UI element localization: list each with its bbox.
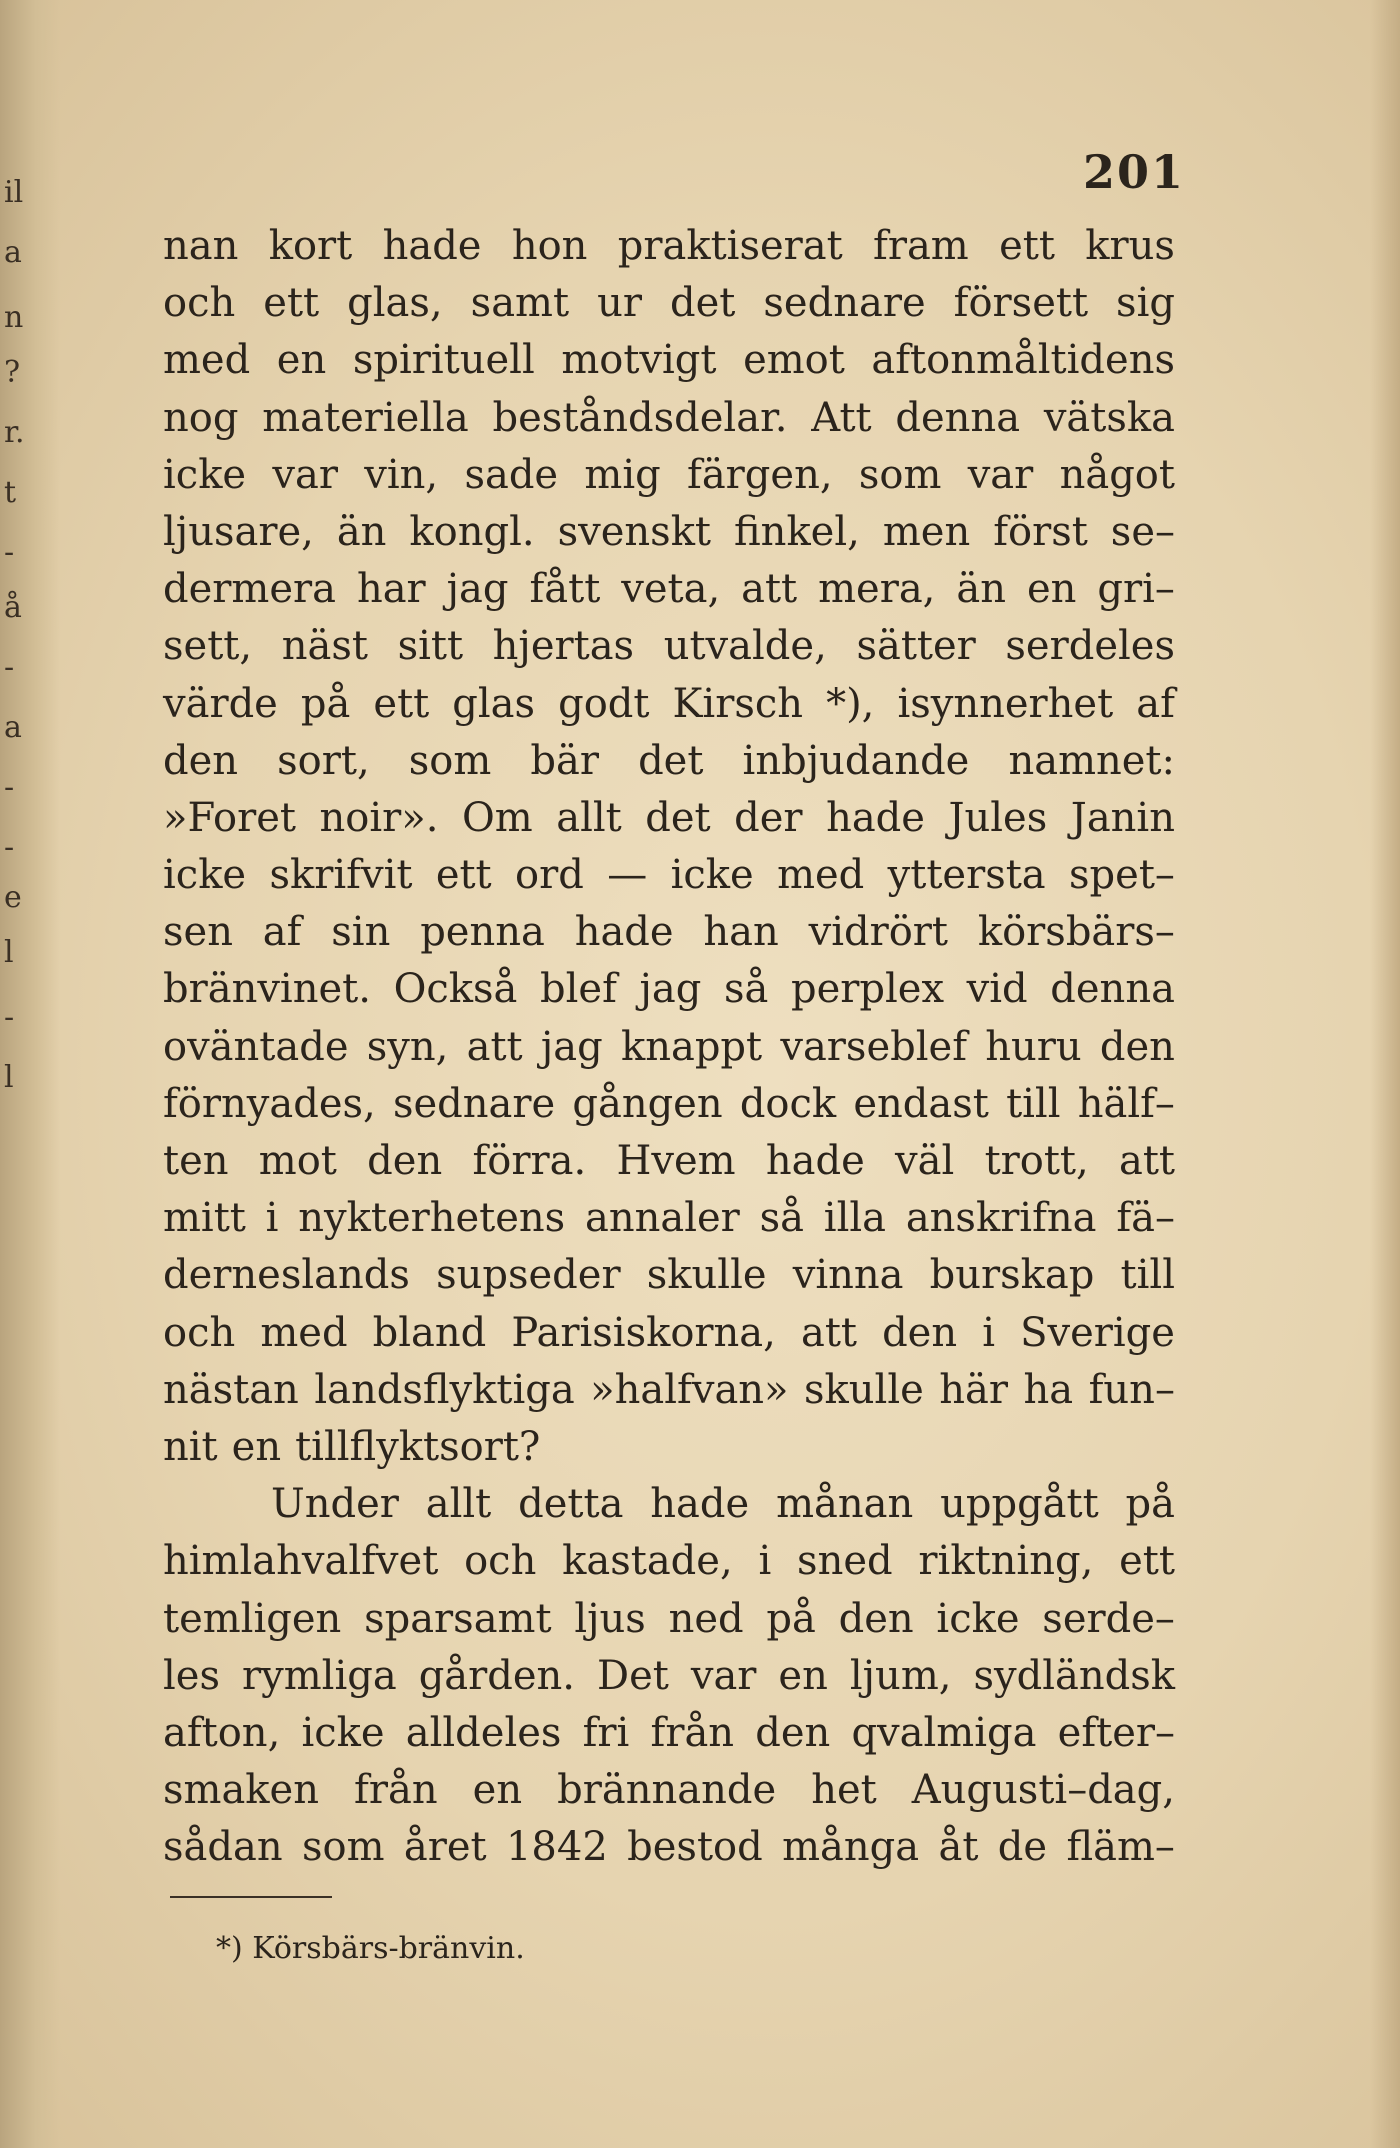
- gutter-mark: l: [4, 935, 14, 970]
- text-line: värde på ett glas godt Kirsch *), isynnerhet af: [163, 680, 1175, 727]
- text-line: nan kort hade hon praktiserat fram ett krus: [163, 223, 1175, 269]
- text-line: dermera har jag fått veta, att mera, än en gri–: [163, 566, 1175, 613]
- text-line: mitt i nykterhetens annaler så illa anskrifna fä–: [163, 1195, 1175, 1242]
- footnote-rule: [170, 1896, 332, 1898]
- text-line: sett, näst sitt hjertas utvalde, sätter serdeles: [163, 623, 1175, 670]
- text-line: nästan landsflyktiga »halfvan» skulle här ha fun–: [163, 1366, 1175, 1413]
- text-line: och med bland Parisiskorna, att den i Sverige: [163, 1309, 1175, 1356]
- gutter-mark: t: [4, 475, 17, 510]
- text-line: icke var vin, sade mig färgen, som var något: [163, 451, 1175, 498]
- facing-page-gutter: [0, 0, 60, 2148]
- gutter-mark: l: [4, 1060, 14, 1095]
- text-line: bränvinet. Också blef jag så perplex vid denna: [163, 966, 1175, 1013]
- text-line: oväntade syn, att jag knappt varseblef huru den: [163, 1023, 1175, 1070]
- text-line: den sort, som bär det inbjudande namnet:: [163, 737, 1175, 784]
- text-line: sådan som året 1842 bestod många åt de fläm–: [163, 1824, 1175, 1871]
- gutter-mark: -: [4, 830, 15, 865]
- text-line: och ett glas, samt ur det sednare försett sig: [163, 280, 1175, 327]
- text-line: nog materiella beståndsdelar. Att denna vätska: [163, 394, 1175, 441]
- gutter-mark: r.: [4, 415, 25, 450]
- page-edge-shadow: [1370, 0, 1400, 2148]
- gutter-mark: -: [4, 650, 15, 685]
- text-line: ten mot den förra. Hvem hade väl trott, att: [163, 1138, 1175, 1184]
- text-line: icke skrifvit ett ord — icke med yttersta spet–: [163, 852, 1175, 899]
- gutter-mark: n: [4, 300, 24, 335]
- text-line: med en spirituell motvigt emot aftonmåltidens: [163, 337, 1175, 384]
- gutter-mark: -: [4, 535, 15, 570]
- text-line: ljusare, än kongl. svenskt finkel, men först se–: [163, 508, 1175, 555]
- text-line: nit en tillflyktsort?: [163, 1423, 541, 1470]
- text-line: himlahvalfvet och kastade, i sned riktning, ett: [163, 1538, 1175, 1585]
- gutter-mark: a: [4, 710, 22, 745]
- gutter-mark: e: [4, 880, 22, 915]
- text-line: »Foret noir». Om allt det der hade Jules Janin: [163, 794, 1175, 841]
- page-number: 201: [1082, 145, 1185, 199]
- footnote: *) Körsbärs-bränvin.: [216, 1931, 525, 1966]
- gutter-mark: il: [4, 175, 24, 210]
- gutter-mark: a: [4, 235, 22, 270]
- text-line: förnyades, sednare gången dock endast till hälf–: [163, 1080, 1175, 1127]
- text-line: derneslands supseder skulle vinna burskap till: [163, 1252, 1175, 1299]
- text-line: smaken från en brännande het Augusti–dag,: [163, 1767, 1175, 1814]
- gutter-mark: -: [4, 1000, 15, 1035]
- text-line: les rymliga gården. Det var en ljum, sydländsk: [163, 1652, 1175, 1699]
- body-text: [163, 218, 1175, 1876]
- text-line: sen af sin penna hade han vidrört körsbärs–: [163, 909, 1175, 956]
- gutter-mark: -: [4, 770, 15, 805]
- text-line: temligen sparsamt ljus ned på den icke serde–: [163, 1595, 1175, 1642]
- text-line: afton, icke alldeles fri från den qvalmiga efter–: [163, 1709, 1175, 1756]
- gutter-mark: ?: [4, 355, 21, 390]
- gutter-mark: å: [4, 590, 22, 625]
- text-line: Under allt detta hade månan uppgått på: [271, 1481, 1175, 1528]
